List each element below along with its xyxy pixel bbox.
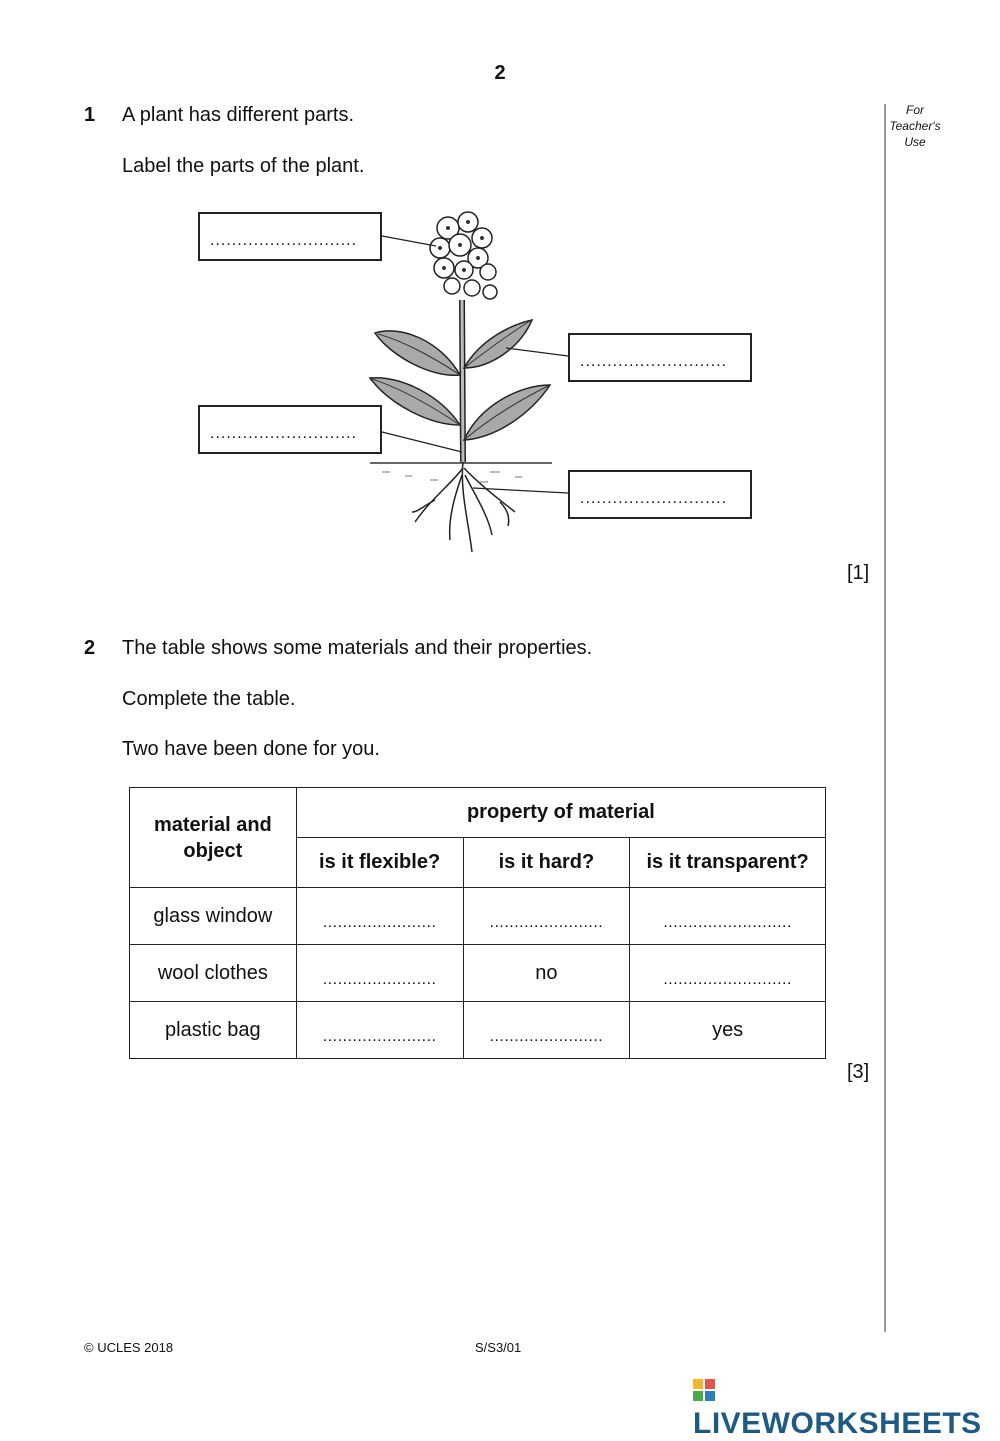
- header-material: material and object: [130, 788, 297, 888]
- label-box-leaf[interactable]: ...........................: [568, 333, 752, 382]
- answer-cell[interactable]: .......................: [463, 888, 630, 945]
- table-row: [130, 888, 826, 945]
- table-row: [130, 1002, 826, 1059]
- footer-code: S/S3/01: [475, 1340, 522, 1355]
- header-property: property of material: [296, 788, 825, 838]
- question-2-text: The table shows some materials and their properties.: [122, 637, 593, 659]
- label-box-flower[interactable]: ...........................: [198, 212, 382, 261]
- given-answer-cell: no: [463, 945, 630, 1002]
- table-header-row: [130, 788, 826, 838]
- answer-cell[interactable]: .......................: [296, 945, 463, 1002]
- question-2-note: Two have been done for you.: [122, 738, 380, 760]
- question-2-instruction: Complete the table.: [122, 688, 296, 710]
- question-1-mark: [1]: [847, 562, 870, 584]
- answer-cell[interactable]: ..........................: [630, 945, 826, 1002]
- liveworksheets-icon: [693, 1379, 715, 1401]
- material-cell: wool clothes: [130, 945, 297, 1002]
- label-box-stem[interactable]: ...........................: [198, 405, 382, 454]
- header-flexible: is it flexible?: [296, 838, 463, 888]
- answer-cell[interactable]: ..........................: [630, 888, 826, 945]
- table-row: [130, 945, 826, 1002]
- header-transparent: is it transparent?: [630, 838, 826, 888]
- label-box-root[interactable]: ...........................: [568, 470, 752, 519]
- question-2-mark: [3]: [847, 1061, 870, 1083]
- question-2-number: 2: [84, 637, 96, 659]
- given-answer-cell: yes: [630, 1002, 826, 1059]
- question-1-text: A plant has different parts.: [122, 104, 355, 126]
- answer-cell[interactable]: .......................: [463, 1002, 630, 1059]
- question-1-instruction: Label the parts of the plant.: [122, 155, 365, 177]
- materials-table: [129, 787, 826, 1059]
- teacher-use-label: For Teacher's Use: [889, 103, 941, 149]
- question-1-number: 1: [84, 104, 96, 126]
- answer-cell[interactable]: .......................: [296, 1002, 463, 1059]
- material-cell: glass window: [130, 888, 297, 945]
- page-number: 2: [494, 62, 506, 84]
- material-cell: plastic bag: [130, 1002, 297, 1059]
- label-pointer-lines: [0, 0, 1000, 600]
- liveworksheets-logo: LIVEWORKSHEETS: [693, 1373, 1000, 1441]
- header-hard: is it hard?: [463, 838, 630, 888]
- answer-cell[interactable]: .......................: [296, 888, 463, 945]
- footer-copyright: © UCLES 2018: [84, 1340, 174, 1355]
